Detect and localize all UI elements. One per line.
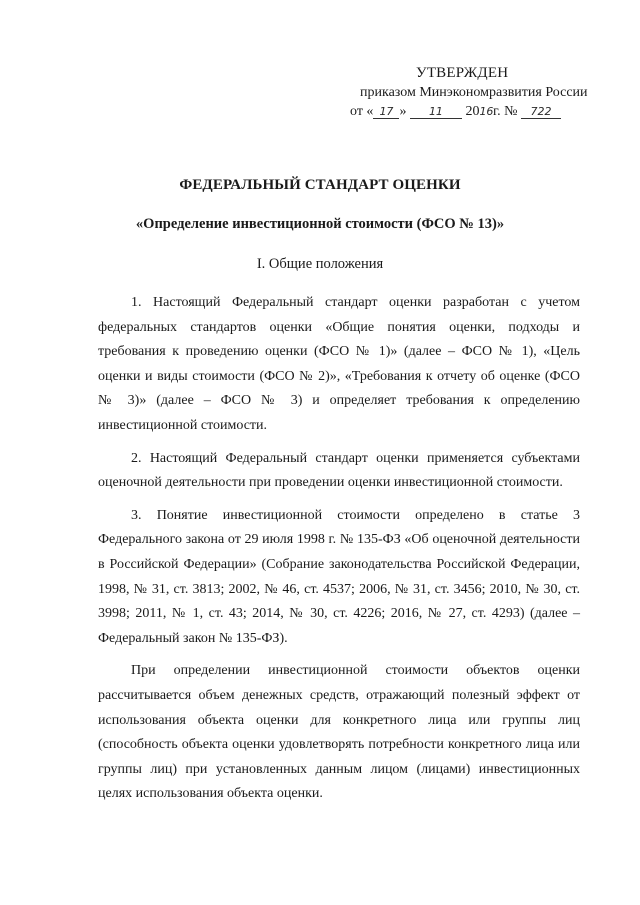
handwritten-month: 11 (410, 105, 462, 119)
approval-order: приказом Минэкономразвития России (360, 85, 588, 100)
date-day-close: » (399, 104, 407, 119)
approval-title: УТВЕРЖДЕН (416, 65, 509, 81)
handwritten-order-number: 722 (521, 105, 561, 119)
document-subtitle: «Определение инвестиционной стоимости (ФСО № 13)» (135, 216, 505, 232)
year-suffix: г. № (492, 104, 518, 119)
paragraph-3: 3. Понятие инвестиционной стоимости определено в статье 3 Федерального закона от 29 июля 1998 г. № 135-ФЗ «Об оценочной деятельности в Российской Федерации» (Собрание законодательства Российской Федерации, 1998, № 31, ст. 3813; 2002, № 46, ст. 4537; 2006, № 31, ст. 3456; 2010, № 30, ст. 3998; 2011, № 1, ст. 43; 2014, № 30, ст. 4226; 2016, № 27, ст. 4293) (далее – Федеральный закон № 135-ФЗ). (98, 507, 580, 646)
document-title: ФЕДЕРАЛЬНЫЙ СТАНДАРТ ОЦЕНКИ (179, 177, 461, 193)
date-prefix: от « (350, 104, 374, 119)
approval-date-line (340, 102, 590, 121)
handwritten-year: 16 (479, 105, 494, 118)
approval-block (340, 64, 590, 121)
paragraph-1: 1. Настоящий Федеральный стандарт оценки разработан с учетом федеральных стандартов оценки «Общие понятия оценки, подходы и требования к проведению оценки (ФСО № 1)» (далее – ФСО № 1), «Цель оценки и виды стоимости (ФСО № 2)», «Требования к отчету об оценке (ФСО № 3)» (далее – ФСО № 3) и определяет требования к определению инвестиционной стоимости. (98, 295, 580, 433)
handwritten-day: 17 (373, 105, 399, 119)
paragraph-2: 2. Настоящий Федеральный стандарт оценки применяется субъектами оценочной деятельности при проведении оценки инвестиционной стоимости. (98, 450, 580, 491)
paragraph-4: При определении инвестиционной стоимости объектов оценки рассчитывается объем денежных средств, отражающий полезный эффект от использования объекта оценки для конкретного лица или группы лиц (способность объекта оценки удовлетворять потребности конкретного лица или группы лиц) при установленных данным лицом (лицами) инвестиционных целях использования объекта оценки. (98, 663, 580, 802)
year-prefix: 20 (465, 104, 480, 119)
body-text (98, 291, 580, 815)
section-heading: I. Общие положения (256, 256, 384, 272)
